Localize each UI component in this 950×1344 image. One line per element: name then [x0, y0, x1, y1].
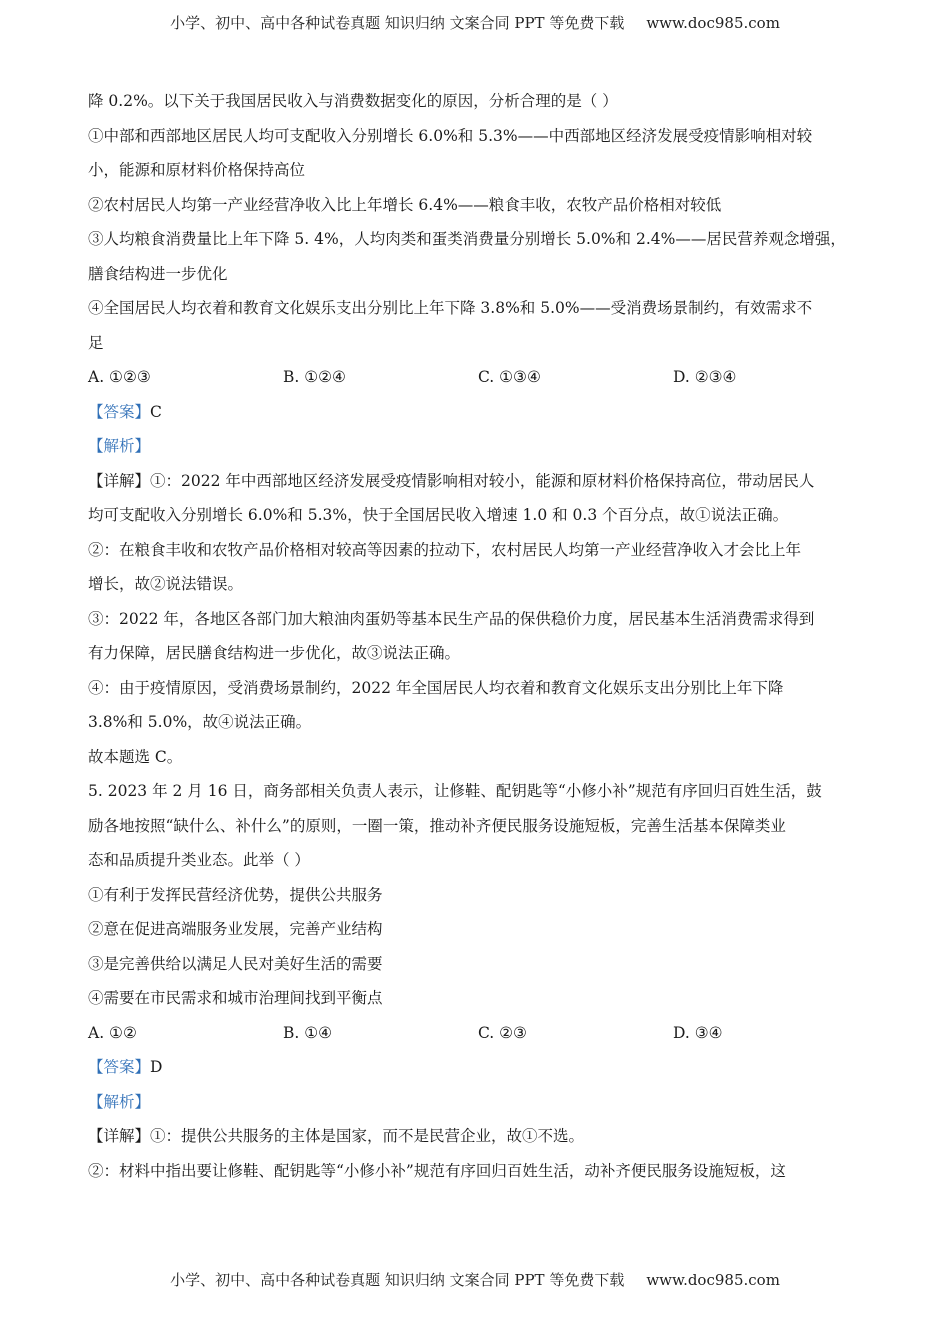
q5-detail-tag: 【详解】: [88, 1127, 151, 1145]
q4-statement-3a: ③人均粮食消费量比上年下降 5. 4%，人均肉类和蛋类消费量分别增长 5.0%和 2.4%——居民营养观念增强，: [88, 230, 846, 248]
q4-statement-2: ②农村居民人均第一产业经营净收入比上年增长 6.4%——粮食丰收，农牧产品价格相对较低: [88, 195, 722, 214]
q5-analysis-tag: 【解析】: [88, 1092, 151, 1111]
q4-detail-1a-text: ①：2022 年中西部地区经济发展受疫情影响相对较小，能源和原材料价格保持高位，带动居民人: [150, 471, 815, 490]
q4-answer: [88, 395, 878, 430]
q5-stem-2: 励各地按照“缺什么、补什么”的原则，一圈一策，推动补齐便民服务设施短板，完善生活基本保障类业: [88, 816, 786, 835]
q5-options: [88, 1016, 878, 1051]
q4-detail-2b: 增长，故②说法错误。: [88, 575, 244, 593]
q5-statement-3: ③是完善供给以满足人民对美好生活的需要: [88, 954, 383, 973]
q5-analysis: [88, 1085, 878, 1120]
q4-option-a: A. ①②③: [88, 368, 151, 386]
q5-detail-1: [88, 1119, 878, 1154]
q5-answer: [88, 1050, 878, 1085]
q5-stem-1: 5. 2023 年 2 月 16 日，商务部相关负责人表示，让修鞋、配钥匙等“小修小补”规范有序回归百姓生活，鼓: [88, 782, 822, 800]
q4-analysis: [88, 429, 878, 464]
q5-detail-1-text: ①：提供公共服务的主体是国家，而不是民营企业，故①不选。: [150, 1127, 585, 1145]
page-header: [0, 12, 950, 33]
header-text: 小学、初中、高中各种试卷真题 知识归纳 文案合同 PPT 等免费下载: [170, 14, 625, 32]
q5-statement-4: ④需要在市民需求和城市治理间找到平衡点: [88, 989, 383, 1007]
q4-answer-tag: 【答案】: [88, 402, 151, 421]
q4-analysis-tag: 【解析】: [88, 437, 151, 455]
q4-detail-4b: 3.8%和 5.0%，故④说法正确。: [88, 713, 312, 731]
q4-statement-4a: ④全国居民人均衣着和教育文化娱乐支出分别比上年下降 3.8%和 5.0%——受消费场景制约，有效需求不: [88, 299, 813, 317]
q4-detail-3a: ③：2022 年，各地区各部门加大粮油肉蛋奶等基本民生产品的保供稳价力度，居民基本生活消费需求得到: [88, 609, 815, 628]
q5-answer-value: D: [150, 1058, 163, 1076]
q4-option-b: B. ①②④: [283, 368, 346, 386]
footer-site: www.doc985.com: [646, 1271, 780, 1289]
q4-detail-1a: [88, 464, 878, 499]
q5-statement-1: ①有利于发挥民营经济优势，提供公共服务: [88, 885, 383, 904]
q5-detail-2: ②：材料中指出要让修鞋、配钥匙等“小修小补”规范有序回归百姓生活，动补齐便民服务设施短板，这: [88, 1161, 786, 1180]
q4-statement-4b: 足: [88, 333, 104, 352]
q5-option-c: C. ②③: [478, 1023, 527, 1042]
q5-option-a: A. ①②: [88, 1023, 137, 1042]
header-site: www.doc985.com: [646, 14, 780, 32]
page-footer: [0, 1269, 950, 1290]
q5-option-d: D. ③④: [673, 1023, 723, 1042]
q4-statement-1b: 小，能源和原材料价格保持高位: [88, 161, 306, 179]
q4-option-d: D. ②③④: [673, 368, 737, 386]
q4-detail-2a: ②：在粮食丰收和农牧产品价格相对较高等因素的拉动下，农村居民人均第一产业经营净收入才会比上年: [88, 540, 802, 559]
q4-detail-4a: ④：由于疫情原因，受消费场景制约，2022 年全国居民人均衣着和教育文化娱乐支出分别比上年下降: [88, 678, 784, 697]
q4-answer-value: C: [150, 402, 162, 421]
q4-detail-1b: 均可支配收入分别增长 6.0%和 5.3%，快于全国居民收入增速 1.0 和 0.3 个百分点，故①说法正确。: [88, 506, 789, 524]
document-body: [88, 84, 878, 1188]
q4-statement-1a: ①中部和西部地区居民人均可支配收入分别增长 6.0%和 5.3%——中西部地区经济发展受疫情影响相对较: [88, 126, 813, 145]
q4-detail-tag: 【详解】: [88, 471, 151, 490]
q5-statement-2: ②意在促进高端服务业发展，完善产业结构: [88, 920, 383, 938]
q4-option-c: C. ①③④: [478, 368, 541, 386]
q4-options: [88, 360, 878, 395]
q5-stem-3: 态和品质提升类业态。此举（ ）: [88, 851, 310, 869]
q4-stem-end: 降 0.2%。以下关于我国居民收入与消费数据变化的原因，分析合理的是（ ）: [88, 92, 618, 110]
q4-detail-3b: 有力保障，居民膳食结构进一步优化，故③说法正确。: [88, 644, 461, 662]
q4-conclusion: 故本题选 C。: [88, 747, 183, 766]
q5-option-b: B. ①④: [283, 1023, 333, 1042]
footer-text: 小学、初中、高中各种试卷真题 知识归纳 文案合同 PPT 等免费下载: [170, 1271, 625, 1289]
q5-answer-tag: 【答案】: [88, 1058, 151, 1076]
q4-statement-3b: 膳食结构进一步优化: [88, 264, 228, 283]
